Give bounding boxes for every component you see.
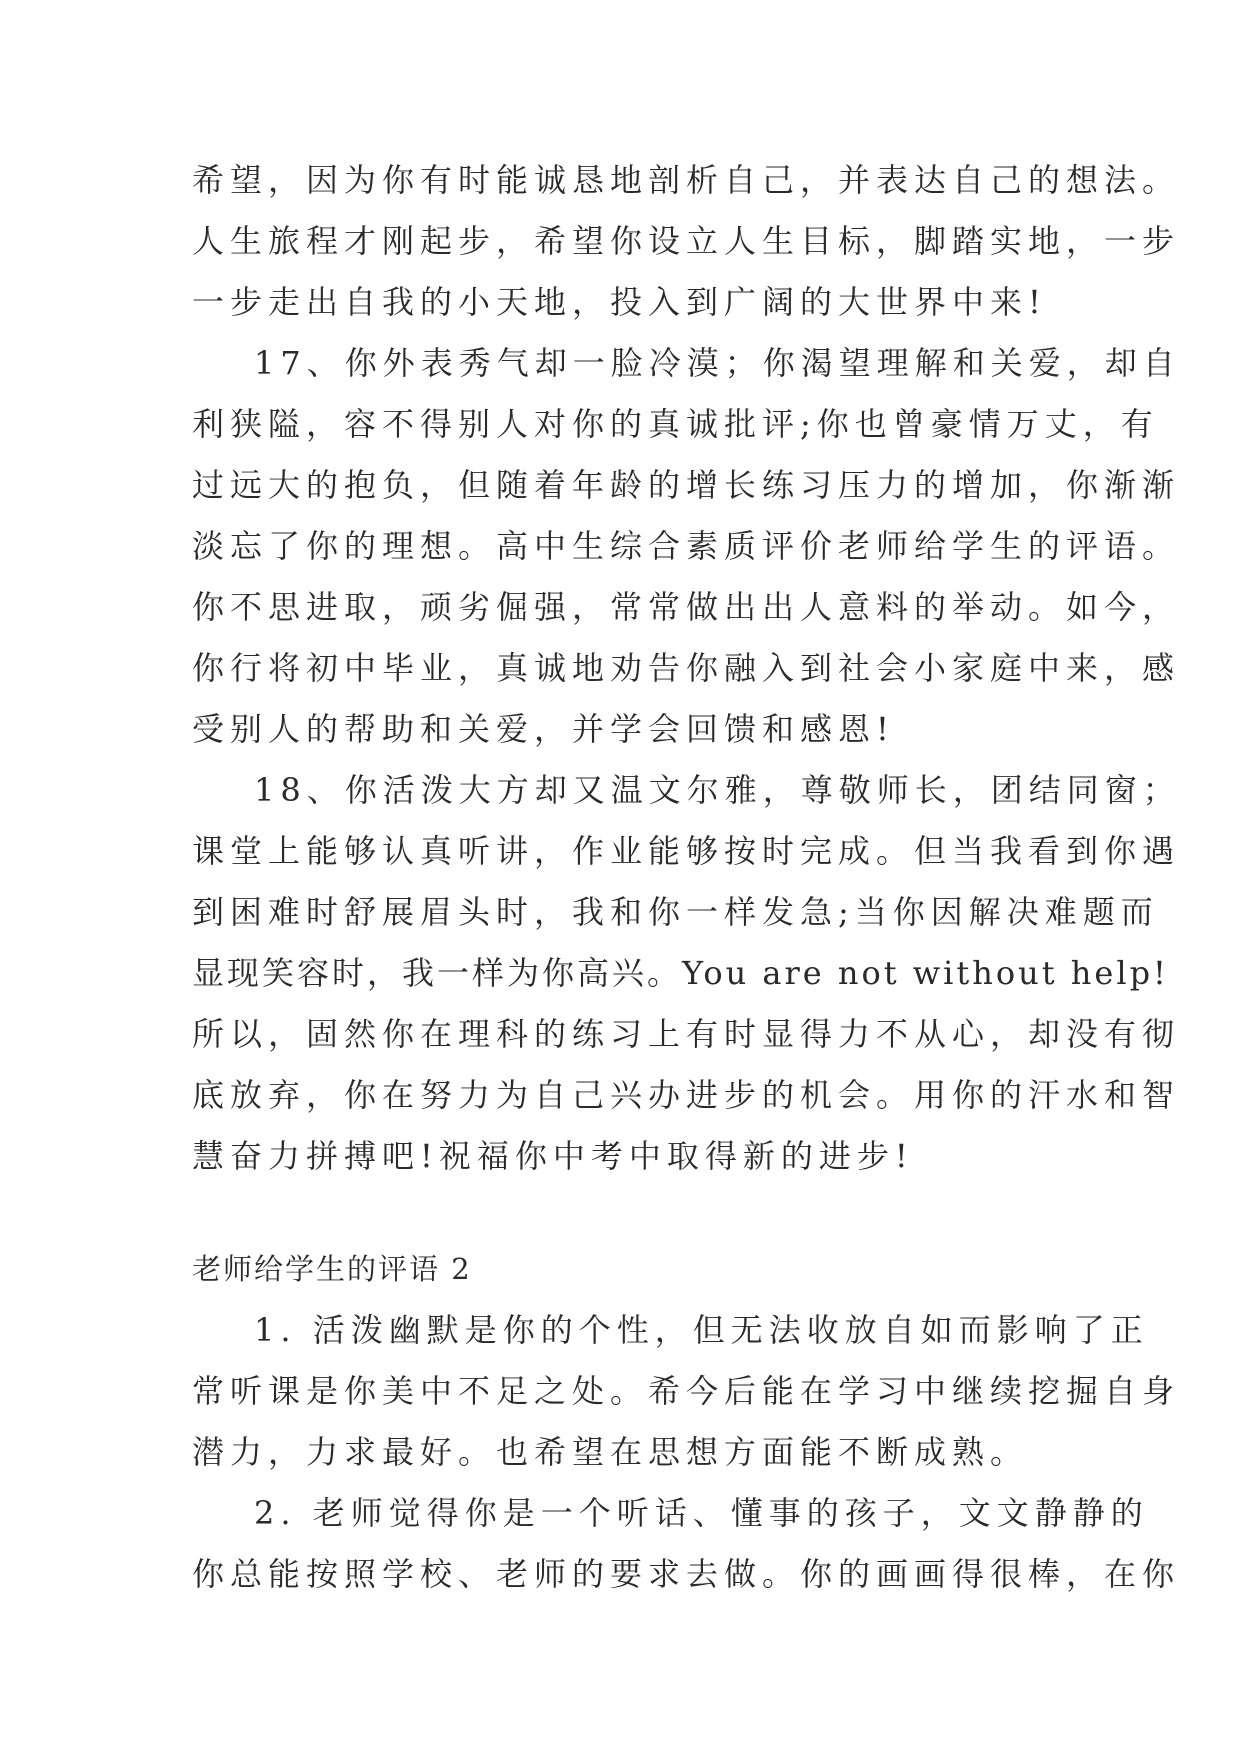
text-line: 你总能按照学校、老师的要求去做。你的画画得很棒，在你 (192, 1555, 1181, 1593)
text-line: 希望，因为你有时能诚恳地剖析自己，并表达自己的想法。 (192, 161, 1181, 199)
text-line: 人生旅程才刚起步，希望你设立人生目标，脚踏实地，一步 (192, 222, 1181, 260)
text-line: 你不思进取，顽劣倔强，常常做出出人意料的举动。如今， (192, 588, 1181, 626)
text-line: 受别人的帮助和关爱，并学会回馈和感恩! (192, 710, 895, 748)
text-line: 淡忘了你的理想。高中生综合素质评价老师给学生的评语。 (192, 527, 1181, 565)
text-line: 过远大的抱负，但随着年龄的增长练习压力的增加，你渐渐 (192, 466, 1181, 504)
section-paragraph-1 (192, 1300, 1181, 1483)
text-line: 1. 活泼幽默是你的个性，但无法收放自如而影响了正 (254, 1311, 1149, 1349)
text-line: 一步走出自我的小天地，投入到广阔的大世界中来! (192, 283, 1047, 321)
section-title: 老师给学生的评语 2 (192, 1252, 472, 1286)
text-line: 底放弃，你在努力为自己兴办进步的机会。用你的汗水和智 (192, 1076, 1181, 1114)
text-line: 17、你外表秀气却一脸冷漠；你渴望理解和关爱，却自 (254, 344, 1181, 382)
text-line: 18、你活泼大方却又温文尔雅，尊敬师长，团结同窗； (254, 771, 1181, 809)
paragraph-18 (192, 760, 1181, 1187)
text-line: 显现笑容时，我一样为你高兴。You are not without help! (192, 954, 1169, 992)
text-line: 潜力，力求最好。也希望在思想方面能不断成熟。 (192, 1433, 1029, 1471)
text-line: 慧奋力拼搏吧!祝福你中考中取得新的进步! (192, 1137, 914, 1175)
paragraph-continuation (192, 150, 1181, 333)
text-line: 到困难时舒展眉头时，我和你一样发急;当你因解决难题而 (192, 893, 1159, 931)
text-line: 你行将初中毕业，真诚地劝告你融入到社会小家庭中来，感 (192, 649, 1181, 687)
document-page (192, 150, 1181, 1605)
paragraph-17 (192, 333, 1181, 760)
section-paragraph-2 (192, 1483, 1181, 1605)
text-line: 利狭隘，容不得别人对你的真诚批评;你也曾豪情万丈，有 (192, 405, 1159, 443)
text-line: 所以，固然你在理科的练习上有时显得力不从心，却没有彻 (192, 1015, 1181, 1053)
text-line: 常听课是你美中不足之处。希今后能在学习中继续挖掘自身 (192, 1372, 1181, 1410)
text-line: 2. 老师觉得你是一个听话、懂事的孩子，文文静静的 (254, 1494, 1149, 1532)
section-gap (192, 1187, 1052, 1239)
text-line: 课堂上能够认真听讲，作业能够按时完成。但当我看到你遇 (192, 832, 1181, 870)
